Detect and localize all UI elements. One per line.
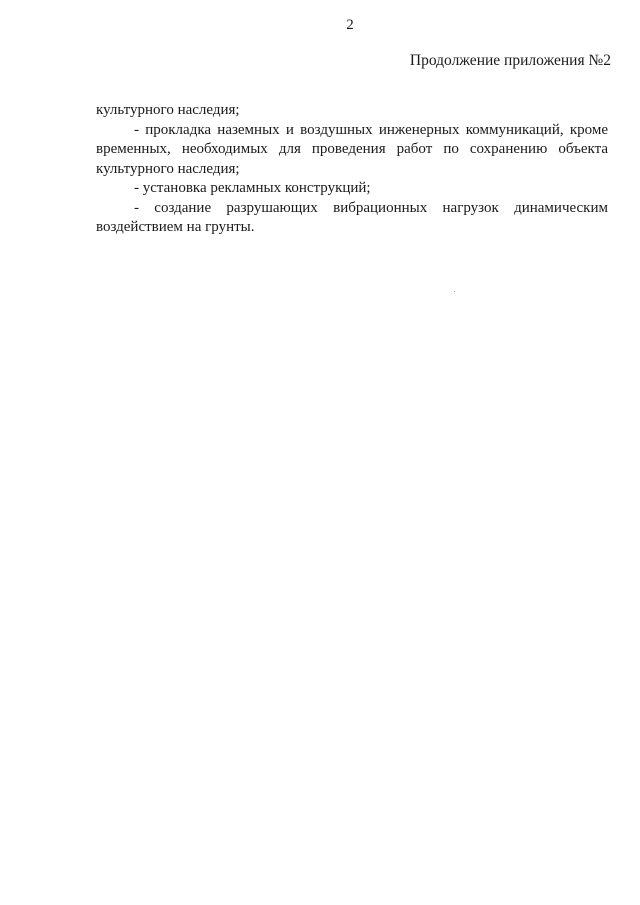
text-line: воздействием на грунты. xyxy=(96,219,255,235)
scan-speck xyxy=(454,291,455,292)
appendix-continuation-note: Продолжение приложения №2 xyxy=(409,52,611,69)
list-item-text: - создание разрушающих вибрационных нагрузок динамическим xyxy=(134,199,608,216)
page-number: 2 xyxy=(346,17,354,33)
document-body xyxy=(96,101,608,238)
text-line: временных, необходимых для проведения работ по сохранению объекта xyxy=(96,141,608,157)
list-item-text: - установка рекламных конструкций; xyxy=(134,180,371,196)
text-line: культурного наследия; xyxy=(96,160,240,177)
text-line: культурного наследия; xyxy=(96,102,240,118)
list-item-text: - прокладка наземных и воздушных инженерных коммуникаций, кроме xyxy=(134,121,608,138)
